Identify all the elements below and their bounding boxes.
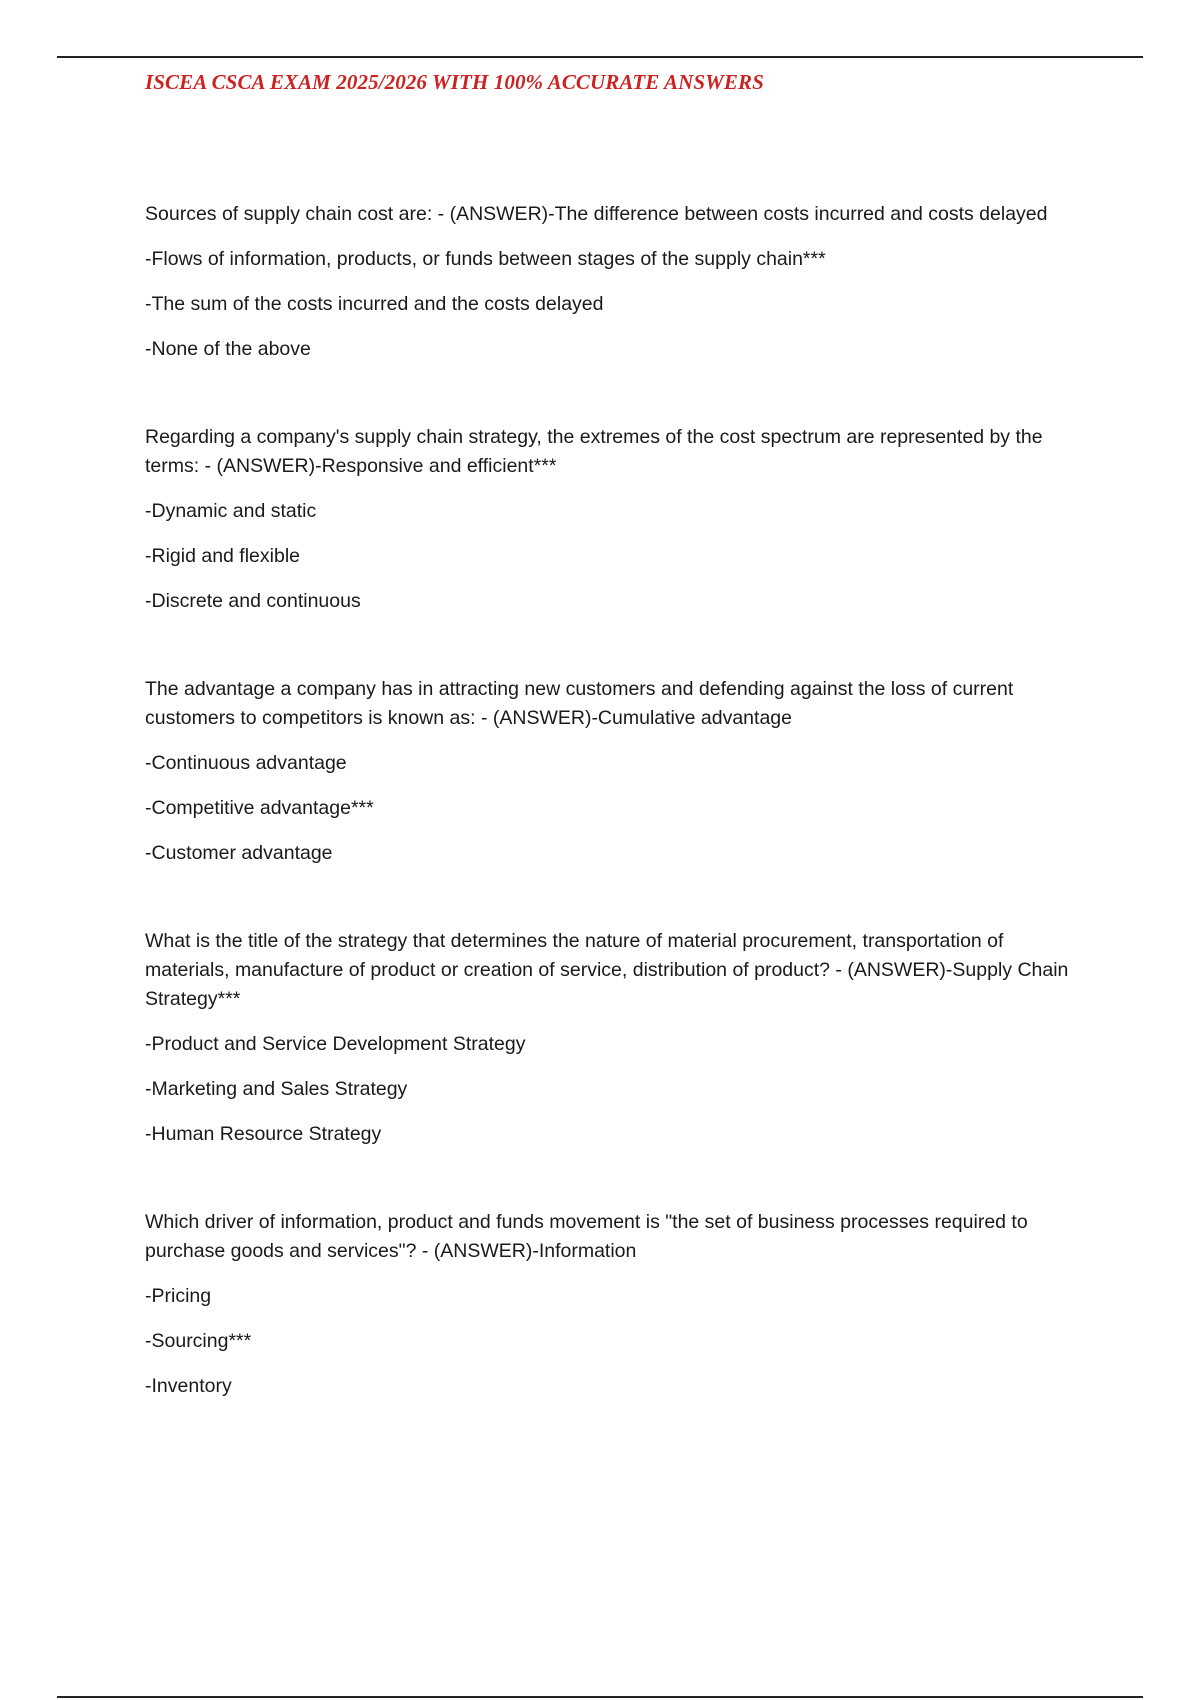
answer-option: -Rigid and flexible bbox=[145, 545, 301, 567]
document-title: ISCEA CSCA EXAM 2025/2026 WITH 100% ACCURATE ANSWERS bbox=[145, 70, 764, 94]
question-text: What is the title of the strategy that determines the nature of material procurement, transportation of materials, manufacture of product or creation of service, distribution of product? - (ANSWER)-Supply Chain Strategy*** bbox=[145, 930, 1069, 1010]
answer-option: -Sourcing*** bbox=[145, 1330, 252, 1352]
question-block bbox=[145, 200, 1090, 364]
answer-option: -Discrete and continuous bbox=[145, 590, 361, 612]
question-block bbox=[145, 927, 1090, 1149]
answer-option: -Customer advantage bbox=[145, 842, 333, 864]
question-text: Regarding a company's supply chain strategy, the extremes of the cost spectrum are represented by the terms: - (ANSWER)-Responsive and efficient*** bbox=[145, 426, 1043, 477]
question-block bbox=[145, 1208, 1090, 1401]
answer-option: -Dynamic and static bbox=[145, 500, 317, 522]
answer-option: -Continuous advantage bbox=[145, 752, 347, 774]
question-text: Which driver of information, product and funds movement is "the set of business processes required to purchase goods and services"? - (ANSWER)-Information bbox=[145, 1211, 1028, 1262]
question-block bbox=[145, 423, 1090, 616]
answer-option: -Competitive advantage*** bbox=[145, 797, 374, 819]
answer-option: -The sum of the costs incurred and the costs delayed bbox=[145, 293, 604, 315]
question-text: The advantage a company has in attracting new customers and defending against the loss of current customers to competitors is known as: - (ANSWER)-Cumulative advantage bbox=[145, 678, 1014, 729]
answer-option: -Product and Service Development Strategy bbox=[145, 1033, 526, 1055]
footer-rule bbox=[57, 1696, 1143, 1698]
question-text: Sources of supply chain cost are: - (ANSWER)-The difference between costs incurred and costs delayed bbox=[145, 203, 1048, 225]
question-list bbox=[145, 200, 1090, 1460]
answer-option: -None of the above bbox=[145, 338, 311, 360]
answer-option: -Human Resource Strategy bbox=[145, 1123, 382, 1145]
answer-option: -Marketing and Sales Strategy bbox=[145, 1078, 408, 1100]
header-rule bbox=[57, 56, 1143, 58]
answer-option: -Pricing bbox=[145, 1285, 212, 1307]
answer-option: -Inventory bbox=[145, 1375, 232, 1397]
question-block bbox=[145, 675, 1090, 868]
answer-option: -Flows of information, products, or funds between stages of the supply chain*** bbox=[145, 248, 826, 270]
